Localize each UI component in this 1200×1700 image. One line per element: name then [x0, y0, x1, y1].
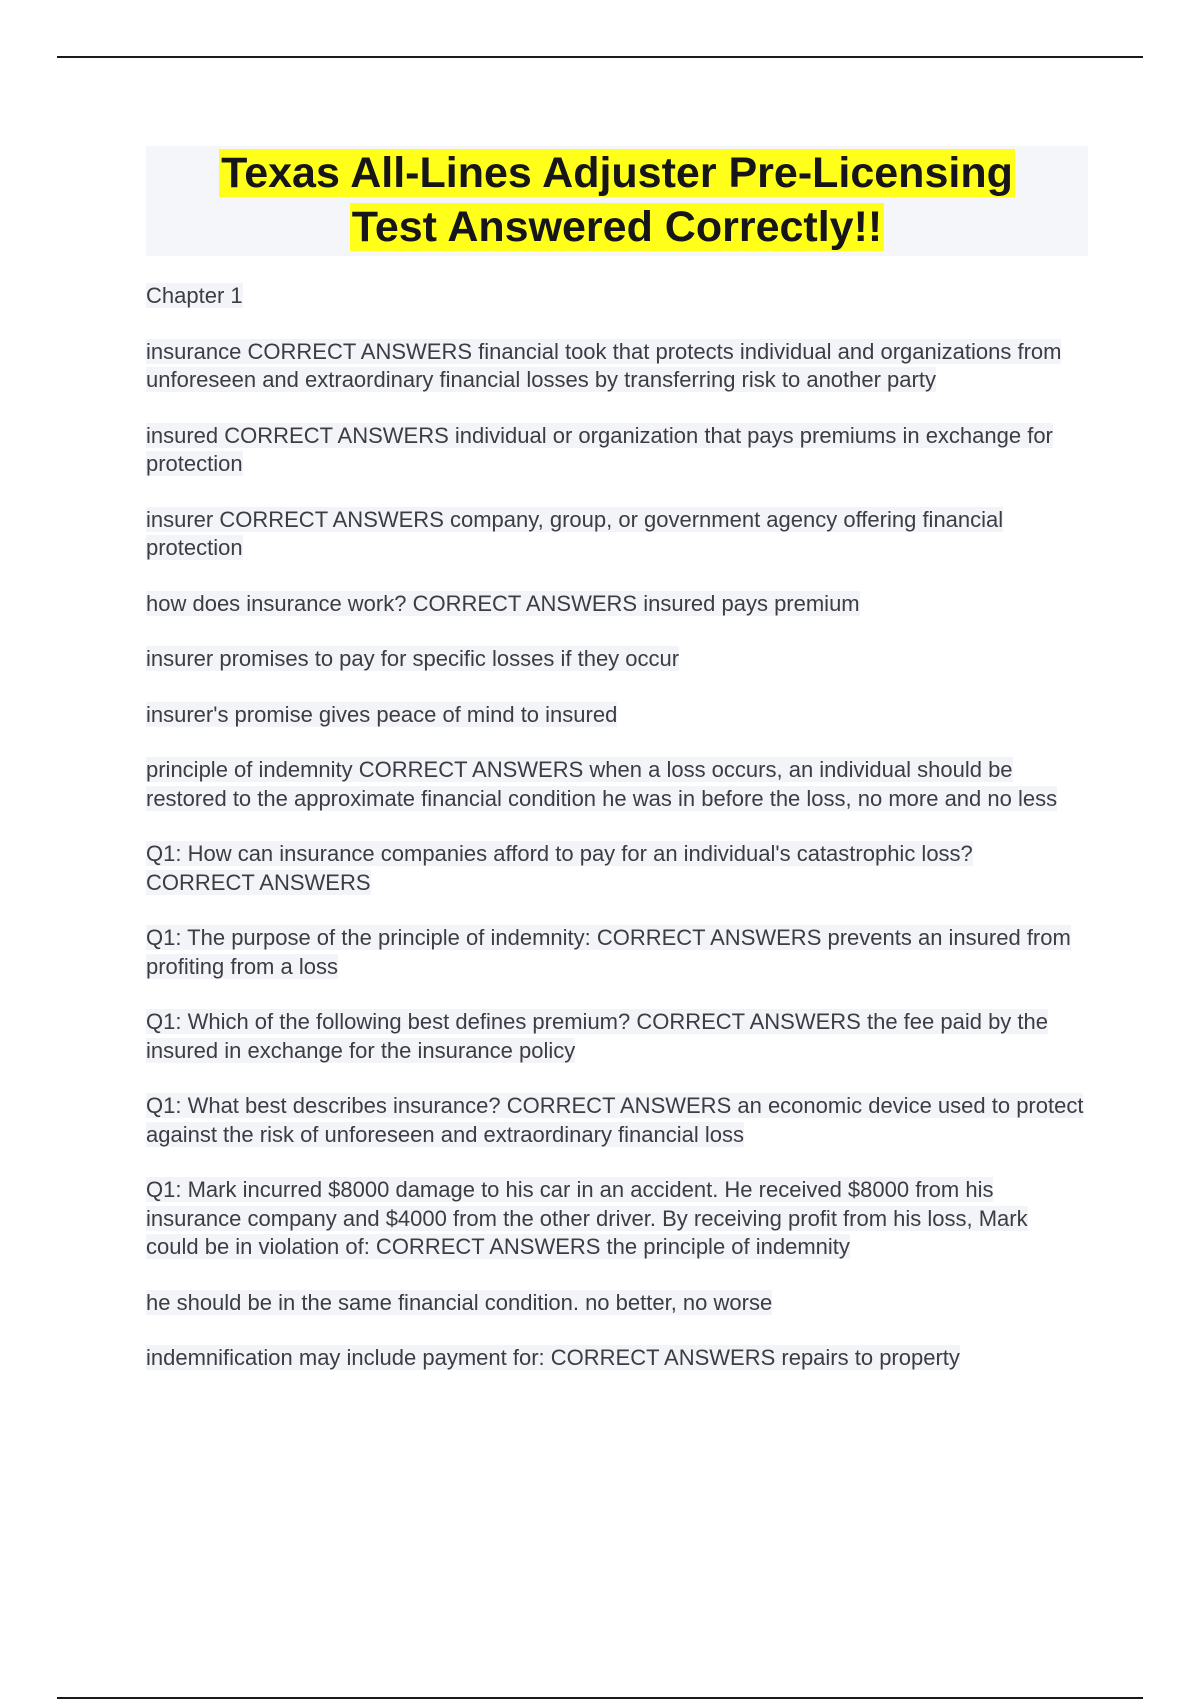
paragraph: Q1: The purpose of the principle of indemnity: CORRECT ANSWERS prevents an insured from profiting from a loss: [146, 925, 1071, 979]
paragraph: insurer CORRECT ANSWERS company, group, or government agency offering financial protection: [146, 506, 1004, 560]
paragraph: Q1: How can insurance companies afford to pay for an individual's catastrophic loss? CORRECT ANSWERS: [146, 841, 973, 895]
title-line-2: [146, 200, 1088, 254]
paragraph: insurer's promise gives peace of mind to insured: [146, 701, 618, 727]
title-line-2-text: Test Answered Correctly!!: [351, 203, 883, 251]
bottom-rule: [57, 1697, 1143, 1699]
paragraph: insured CORRECT ANSWERS individual or organization that pays premiums in exchange for protection: [146, 422, 1053, 476]
document-title: [146, 146, 1088, 256]
top-rule: [57, 56, 1143, 58]
paragraph: Q1: Which of the following best defines premium? CORRECT ANSWERS the fee paid by the insured in exchange for the insurance policy: [146, 1009, 1048, 1063]
chapter-heading: Chapter 1: [146, 283, 243, 308]
paragraph: he should be in the same financial condition. no better, no worse: [146, 1289, 773, 1315]
paragraph: how does insurance work? CORRECT ANSWERS insured pays premium: [146, 590, 860, 616]
paragraph: Q1: Mark incurred $8000 damage to his car in an accident. He received $8000 from his insurance company and $4000 from the other driver. By receiving profit from his loss, Mark could be in violation of: CORRECT ANSWERS the principle of indemnity: [146, 1177, 1028, 1259]
paragraph: insurance CORRECT ANSWERS financial took that protects individual and organizations from unforeseen and extraordinary financial losses by transferring risk to another party: [146, 338, 1062, 392]
title-line-1-text: Texas All-Lines Adjuster Pre-Licensing: [221, 149, 1013, 197]
title-line-1: [146, 146, 1088, 200]
paragraph: Q1: What best describes insurance? CORRECT ANSWERS an economic device used to protect against the risk of unforeseen and extraordinary financial loss: [146, 1093, 1084, 1147]
paragraph: insurer promises to pay for specific losses if they occur: [146, 646, 680, 671]
document-body: [146, 282, 1086, 1400]
paragraph: indemnification may include payment for: CORRECT ANSWERS repairs to property: [146, 1345, 960, 1370]
paragraph: principle of indemnity CORRECT ANSWERS when a loss occurs, an individual should be restored to the approximate financial condition he was in before the loss, no more and no less: [146, 757, 1058, 811]
